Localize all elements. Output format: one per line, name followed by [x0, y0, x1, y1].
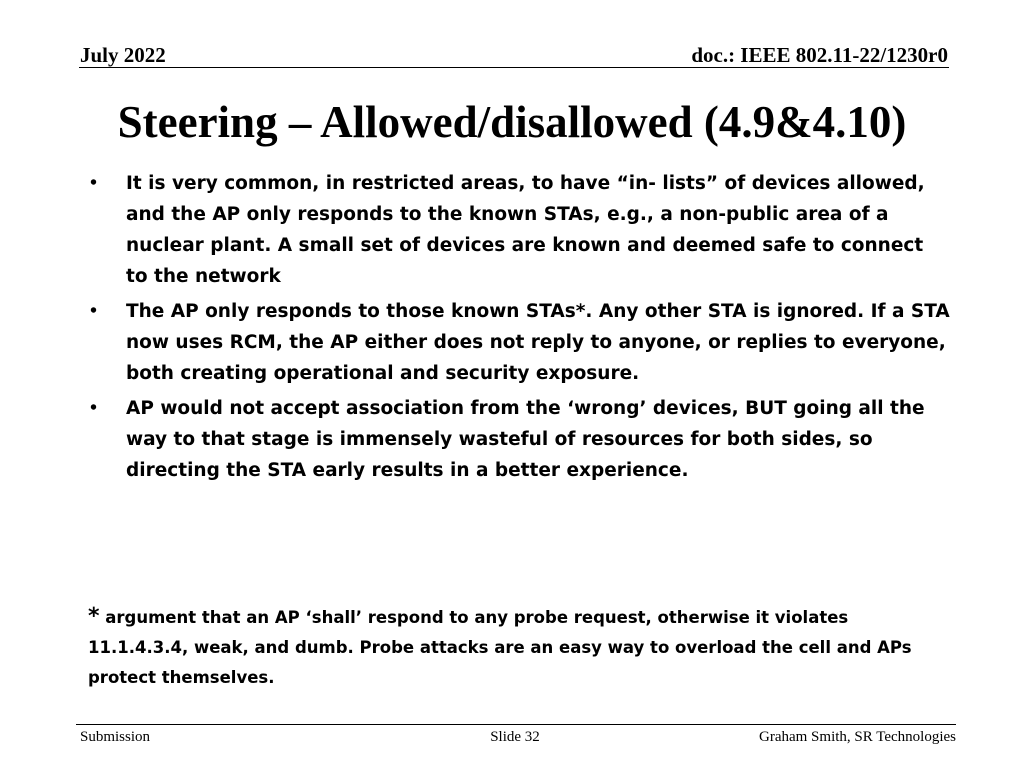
bullet-item-3	[90, 393, 950, 486]
bullet-icon: •	[90, 397, 98, 419]
bullet-text-3: AP would not accept association from the ‘wrong’ devices, BUT going all the way to that stage is immensely wasteful of resources for both sides, so directing the STA early results in a better experience.	[126, 398, 925, 481]
footer-slide-number: Slide 32	[490, 729, 540, 745]
footnote-text: argument that an AP ‘shall’ respond to any probe request, otherwise it violates 11.1.4.3.4, weak, and dumb. Probe attacks are an easy way to overload the cell and APs protect themselves.	[88, 608, 912, 687]
header-doc-id: doc.: IEEE 802.11-22/1230r0	[691, 43, 948, 67]
footer-submission: Submission	[80, 729, 151, 745]
bullet-icon: •	[90, 300, 98, 322]
bullet-text-1: It is very common, in restricted areas, to have “in- lists” of devices allowed, and the AP only responds to the known STAs, e.g., a non-public area of a nuclear plant. A small set of devices are known and deemed safe to connect to the network	[126, 173, 925, 287]
footer-divider	[76, 724, 956, 725]
bullet-text-2: The AP only responds to those known STAs*. Any other STA is ignored. If a STA now uses RCM, the AP either does not reply to anyone, or replies to everyone, both creating operational and security exposure.	[126, 301, 950, 384]
bullet-icon: •	[90, 172, 98, 194]
bullet-item-2	[90, 296, 950, 389]
footnote-marker: *	[88, 604, 100, 629]
footnote	[88, 602, 948, 693]
slide-title: Steering – Allowed/disallowed (4.9&4.10)	[117, 97, 907, 147]
header-divider	[79, 67, 949, 68]
bullet-item-1	[90, 168, 950, 292]
footer-author: Graham Smith, SR Technologies	[759, 729, 956, 745]
header-date: July 2022	[80, 43, 166, 67]
bullet-list	[90, 168, 950, 490]
